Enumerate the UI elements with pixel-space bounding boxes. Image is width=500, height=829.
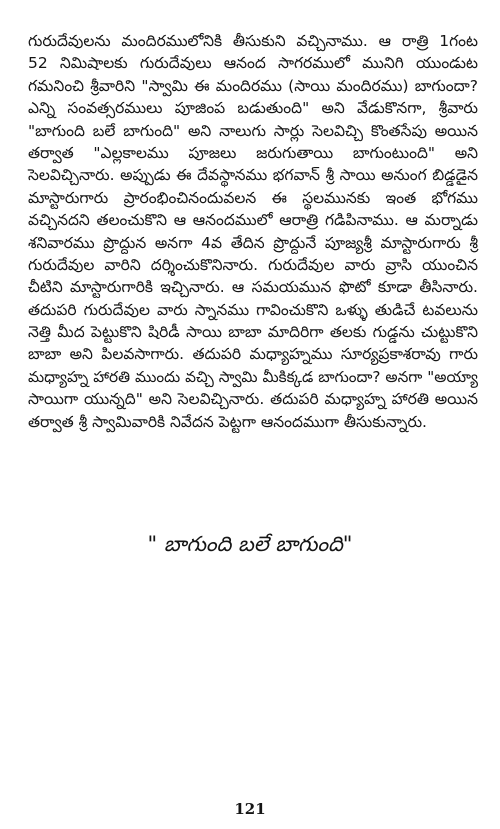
text-line: నెత్తి మీద పెట్టుకొని షిరిడీ సాయి బాబా మాదిరిగా తలకు గుడ్డను చుట్టుకొని xyxy=(28,323,478,342)
text-line: సాయిగా యున్నది" అని సెలవిచ్చినారు. తదుపరి మధ్యాహ్న హారతి అయిన xyxy=(28,390,478,409)
text-line: గురుదేవుల వారిని దర్శించుకొనినారు. గురుదేవుల వారు వ్రాసి యుంచిన xyxy=(28,255,478,274)
text-line: 52 నిమిషాలకు గురుదేవులు ఆనంద సాగరములో మునిగి యుండుట xyxy=(28,54,478,73)
text-line: "బాగుంది బలే బాగుంది" అని నాలుగు సార్లు సెలవిచ్చి కొంతసేపు అయిన xyxy=(28,121,478,140)
text-line: బాబా అని పిలవసాగారు. తదుపరి మధ్యాహ్నము సూర్యప్రకాశరావు గారు xyxy=(28,345,478,364)
text-line: మాస్టారుగారు ప్రారంభించినందువలన ఈ స్థలమునకు ఇంత భోగము xyxy=(28,188,478,207)
quote-heading: " బాగుంది బలే బాగుంది" xyxy=(147,532,353,556)
text-line: శనివారము ప్రొద్దున అనగా 4వ తేదిన ప్రొద్దునే పూజ్యశ్రీ మాస్టారుగారు శ్రీ xyxy=(28,233,478,252)
text-line: తదుపరి గురుదేవుల వారు స్నానము గావించుకొని ఒళ్ళు తుడిచే టవలును xyxy=(28,300,478,319)
text-line: గురుదేవులను మందిరములోనికి తీసుకుని వచ్చినాము. ఆ రాత్రి 1గంట xyxy=(28,32,478,50)
text-line: గమనించి శ్రీవారిని "స్వామి ఈ మందిరము (సాయి మందిరము) బాగుందా? xyxy=(28,76,478,95)
text-line: ఎన్ని సంవత్సరములు పూజింప బడుతుంది" అని వేడుకొనగా, శ్రీవారు xyxy=(28,99,478,118)
body-paragraph xyxy=(28,30,478,433)
text-line: చీటిని మాస్టారుగారికి ఇచ్చినారు. ఆ సమయమున ఫొటో కూడా తీసినారు. xyxy=(28,278,478,297)
page-number: 121 xyxy=(234,800,266,818)
text-line: సెలవిచ్చినారు. అప్పుడు ఈ దేవస్థానము భగవాన్ శ్రీ సాయి అనుంగ బిడ్డడైన xyxy=(28,166,478,185)
text-line: తర్వాత శ్రీ స్వామివారికి నివేదన పెట్టగా ఆనందముగా తీసుకున్నారు. xyxy=(28,412,427,431)
text-line: వచ్చినదని తలంచుకొని ఆ ఆనందములో ఆరాత్రి గడిపినాము. ఆ మర్నాడు xyxy=(28,211,478,230)
text-line: తర్వాత "ఎల్లకాలము పూజలు జరుగుతాయి బాగుంటుంది" అని xyxy=(28,143,478,162)
text-line: మధ్యాహ్న హారతి ముందు వచ్చి స్వామి మీకిక్కడ బాగుందా? అనగా "అయ్యా xyxy=(28,367,478,386)
